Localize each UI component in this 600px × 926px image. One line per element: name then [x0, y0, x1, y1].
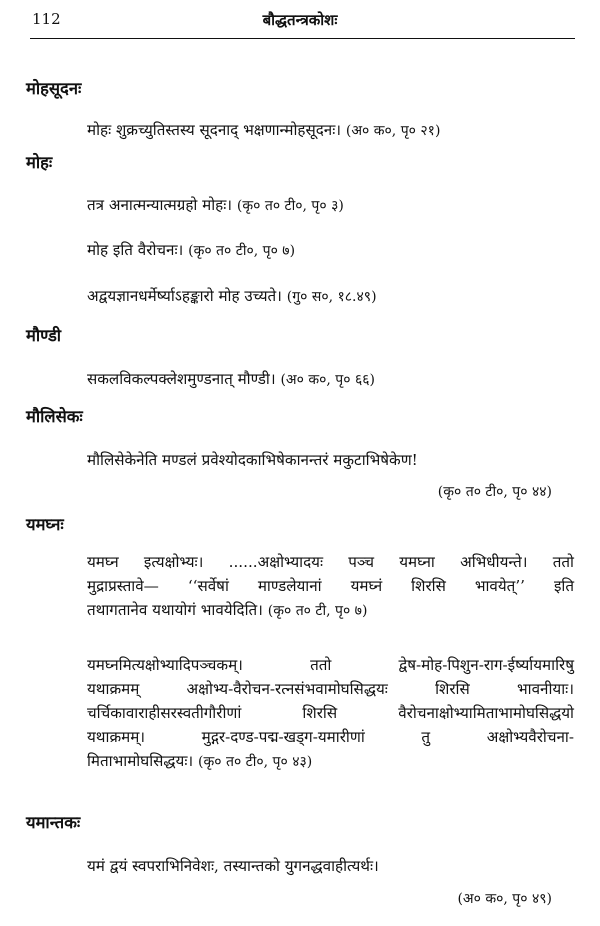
definition: मौलिसेकेनेति मण्डलं प्रवेश्योदकाभिषेकानन्तरं मकुटाभिषेकेण! [87, 451, 418, 469]
source-citation: (अ० क०, पृ० ४९) [457, 891, 552, 907]
text-line [87, 598, 574, 623]
definition: मोह इति वैरोचनः। [87, 241, 184, 259]
entry-headword: मोहसूदनः [26, 79, 82, 98]
source-citation: (कृ० त० टी०, पृ० ४४) [437, 484, 552, 500]
text-line: यमघ्नमित्यक्षोभ्यादिपञ्चकम्। ततो द्वेष-मोह-पिशुन-राग-ईर्ष्यायमारिषु [87, 656, 574, 674]
text-line: मुद्राप्रस्तावे— ‘‘सर्वेषां माण्डलेयानां यमघ्नं शिरसि भावयेत्’’ इति [87, 577, 574, 595]
text-line: यथाक्रमम्। मुद्गर-दण्ड-पद्म-खड्ग-यमारीणां तु अक्षोभ्यवैरोचना- [87, 728, 574, 746]
entry-paragraph [87, 653, 574, 774]
text-line: यमघ्न इत्यक्षोभ्यः। ......अक्षोभ्यादयः पञ्च यमघ्ना अभिधीयन्ते। ततो [87, 553, 574, 571]
entry-text [87, 120, 440, 140]
page-number: 112 [32, 10, 61, 28]
definition: सकलविकल्पक्लेशमुण्डनात् मौण्डी। [87, 370, 276, 388]
text-line-content: तथागतानेव यथायोगं भावयेदिति। [87, 601, 263, 619]
text-line: चर्चिकावाराहीसरस्वतीगौरीणां शिरसि वैरोचनाक्षोभ्यामिताभामोघसिद्धयो [87, 704, 574, 722]
entry-text [87, 369, 375, 389]
definition: तत्र अनात्मन्यात्मग्रहो मोहः। [87, 196, 233, 214]
entry-paragraph [87, 550, 574, 623]
source-citation: (अ० क०, पृ० २१) [345, 123, 441, 139]
entry-headword: मौलिसेकः [26, 407, 83, 426]
definition: यमं द्वयं स्वपराभिनिवेशः, तस्यान्तको युगनद्धवाहीत्यर्थः। [87, 857, 379, 875]
entry-text [87, 195, 344, 215]
source-citation: (अ० क०, पृ० ६६) [280, 372, 375, 388]
header-rule [30, 38, 575, 39]
entry-headword: मौण्डी [26, 326, 62, 345]
source-citation: (कृ० त० टी, पृ० ७) [267, 603, 368, 619]
source-citation: (कृ० त० टी०, पृ० ४३) [198, 754, 313, 770]
entry-headword: यमान्तकः [26, 813, 81, 832]
entry-text [87, 240, 295, 260]
source-citation: (कृ० त० टी०, पृ० ७) [188, 243, 296, 259]
running-title: बौद्धतन्त्रकोशः [262, 11, 338, 29]
source-citation: (गु० स०, १८.४९) [286, 289, 377, 305]
entry-headword: मोहः [26, 153, 53, 172]
entry-headword: यमघ्नः [26, 515, 64, 534]
text-line [87, 749, 574, 774]
definition: अद्वयज्ञानधर्मेर्ष्याऽहङ्कारो मोह उच्यते। [87, 287, 282, 305]
definition: मोहः शुक्रच्युतिस्तस्य सूदनाद् भक्षणान्मोहसूदनः। [87, 121, 342, 139]
text-line-content: मिताभामोघसिद्धयः। [87, 752, 194, 770]
text-line: यथाक्रमम् अक्षोभ्य-वैरोचन-रत्नसंभवामोघसिद्धयः शिरसि भावनीयाः। [87, 680, 574, 698]
source-citation: (कृ० त० टी०, पृ० ३) [236, 198, 344, 214]
entry-text [87, 286, 377, 306]
